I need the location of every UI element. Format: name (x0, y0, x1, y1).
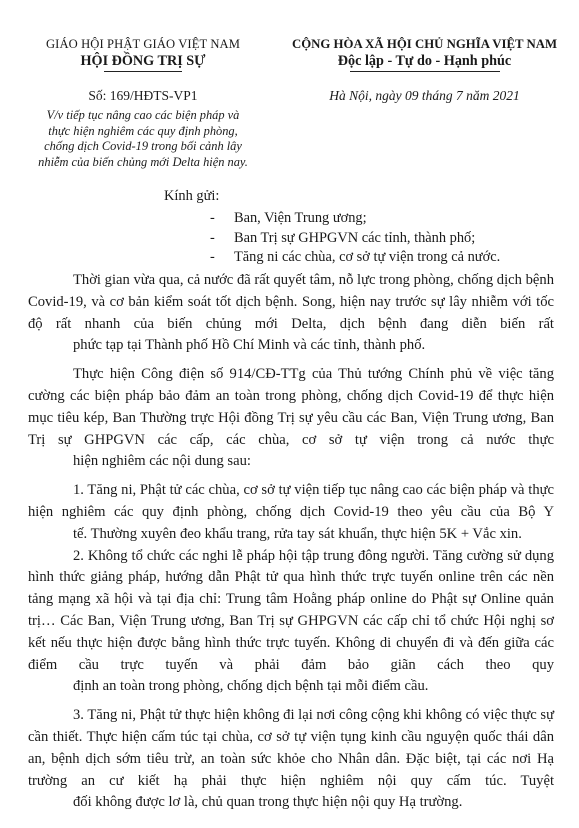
issuing-organization (18, 36, 268, 72)
item-1-paragraph-end: tế. Thường xuyên đeo khẩu trang, rửa tay sát khuẩn, thực hiện 5K + Vắc xin. (73, 525, 522, 542)
recipient-item (210, 209, 500, 229)
recipient-text: Ban Trị sự GHPGVN các tỉnh, thành phố; (234, 229, 476, 246)
national-motto: Độc lập - Tự do - Hạnh phúc (337, 53, 512, 69)
salutation: Kính gửi: (164, 188, 220, 204)
national-header (282, 36, 567, 72)
list-dash: - (210, 210, 215, 226)
recipient-text: Tăng ni các chùa, cơ sở tự viện trong cả nước. (234, 249, 501, 266)
directive-paragraph-end: hiện nghiêm các nội dung sau: (73, 453, 251, 470)
subject-line: thực hiện nghiêm các quy định phòng, (48, 123, 238, 138)
recipient-text: Ban, Viện Trung ương; (234, 210, 367, 226)
context-paragraph-end: phức tạp tại Thành phố Hồ Chí Minh và các tỉnh, thành phố. (73, 337, 426, 354)
directive-paragraph: Thực hiện Công điện số 914/CĐ-TTg của Thủ tướng Chính phủ về việc tăng cường các biện pháp bảo đảm an toàn trong phòng, chống dịch Covid-19 để thực hiện mục tiêu kép, Ban Thường trực Hội đồng Trị sự yêu cầu các Ban, Viện Trung ương, Ban Trị sự GHPGVN các cấp, các chùa, cơ sở tự viện trong cả nước thực (28, 366, 554, 448)
country-name: CỘNG HÒA XÃ HỘI CHỦ NGHĨA VIỆT NAM (291, 37, 558, 51)
item-3-paragraph-end: đối không được lơ là, chủ quan trong thực hiện nội quy Hạ trường. (73, 794, 463, 811)
list-dash: - (210, 249, 215, 266)
recipient-item (210, 248, 500, 268)
item-3-paragraph: 3. Tăng ni, Phật tử thực hiện không đi lại nơi công cộng khi không có việc thực sự cần thiết. Thực hiện cấm túc tại chùa, cơ sở tự viện tụng kinh cầu nguyện quốc thái dân an, bệnh dịch sớm tiêu trừ, an toàn sức khỏe cho Nhân dân. Đặc biệt, tại các nơi Hạ trường an cư kiết hạ phải thực hiện nghiêm nội quy cấm túc. Tuyệt (28, 707, 555, 789)
list-dash: - (210, 229, 215, 246)
council-name: HỘI ĐỒNG TRỊ SỰ (80, 53, 206, 69)
subject-line: V/v tiếp tục nâng cao các biện pháp và (46, 108, 240, 122)
document-subject (18, 108, 268, 170)
organization-underline (104, 71, 182, 72)
item-2-paragraph: 2. Không tổ chức các nghi lễ pháp hội tập trung đông người. Tăng cường sử dụng hình thức giảng pháp, hướng dẫn Phật tử qua hình thức trực tuyến online trên các nền tảng mạng xã hội và tại địa chỉ: Trung tâm Hoằng pháp online do Phật sự Online quản trị… Các Ban, Viện Trung ương, Ban Trị sự GHPGVN các cấp chỉ tổ chức Hội nghị sơ kết nếu thực hiện được bằng hình thức trực tuyến. Không di chuyển đi và đến giữa các điểm cầu trực tuyến và phải đảm bảo giãn cách theo quy (28, 547, 554, 673)
document-body (28, 270, 554, 814)
recipient-list (210, 209, 500, 268)
organization-name: GIÁO HỘI PHẬT GIÁO VIỆT NAM (45, 37, 241, 51)
item-2-paragraph-end: định an toàn trong phòng, chống dịch bệnh tại mỗi điểm cầu. (73, 678, 429, 695)
motto-underline (350, 71, 500, 72)
document-number: Số: 169/HĐTS-VP1 (88, 88, 198, 103)
recipient-item (210, 229, 500, 249)
context-paragraph: Thời gian vừa qua, cả nước đã rất quyết tâm, nỗ lực trong phòng, chống dịch bệnh Covid-19, và cơ bản kiểm soát tốt dịch bệnh. Song, hiện nay trước sự lây nhiễm với tốc độ rất nhanh của biến chủng mới Delta, dịch bệnh đang diễn biến rất (28, 272, 554, 332)
issue-date: Hà Nội, ngày 09 tháng 7 năm 2021 (329, 88, 520, 103)
subject-line: nhiễm của biến chủng mới Delta hiện nay. (38, 154, 248, 169)
item-1-paragraph: 1. Tăng ni, Phật tử các chùa, cơ sở tự viện tiếp tục nâng cao các biện pháp và thực hiện nghiêm các quy định phòng, chống dịch Covid-19 theo yêu cầu của Bộ Y (28, 482, 555, 520)
subject-line: chống dịch Covid-19 trong bối cảnh lây (44, 139, 242, 153)
